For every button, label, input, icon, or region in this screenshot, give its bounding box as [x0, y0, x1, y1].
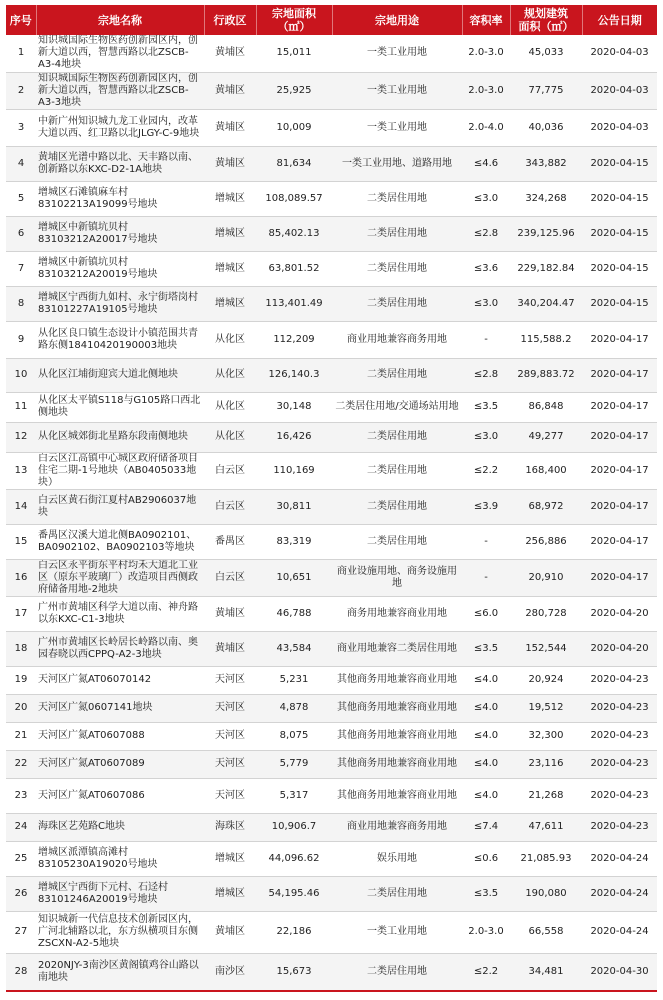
cell-build-area: 152,544	[510, 631, 582, 666]
cell-no: 11	[6, 392, 36, 422]
table-row	[6, 216, 657, 251]
cell-far: ≤2.2	[462, 452, 510, 489]
cell-name: 增城区中新镇坑贝村83103212A20017号地块	[36, 216, 204, 251]
cell-area: 5,231	[256, 666, 332, 694]
header-area-line1: 宗地面积	[272, 7, 316, 20]
cell-name: 黄埔区光谱中路以北、天丰路以南、创新路以东KXC-D2-1A地块	[36, 146, 204, 181]
cell-name: 从化区城郊街北星路东段南侧地块	[36, 422, 204, 452]
cell-far: ≤3.5	[462, 631, 510, 666]
cell-area: 113,401.49	[256, 286, 332, 321]
cell-area: 15,673	[256, 953, 332, 991]
cell-no: 15	[6, 524, 36, 559]
cell-district: 从化区	[204, 321, 256, 358]
cell-no: 4	[6, 146, 36, 181]
cell-far: ≤3.0	[462, 286, 510, 321]
cell-build-area: 324,268	[510, 181, 582, 216]
cell-name: 2020NJY-3南沙区黄阁镇鸡谷山路以南地块	[36, 953, 204, 991]
cell-no: 3	[6, 109, 36, 146]
header-area	[256, 5, 332, 35]
cell-far: ≤2.2	[462, 953, 510, 991]
cell-name: 知识城国际生物医药创新园区内，创新大道以西，智慧西路以北ZSCB-A3-3地块	[36, 72, 204, 109]
cell-date: 2020-04-20	[582, 596, 657, 631]
cell-date: 2020-04-23	[582, 778, 657, 813]
cell-build-area: 20,910	[510, 559, 582, 596]
cell-district: 天河区	[204, 778, 256, 813]
cell-build-area: 340,204.47	[510, 286, 582, 321]
cell-use: 商业设施用地、商务设施用地	[332, 559, 462, 596]
cell-name: 天河区广氮AT0607088	[36, 722, 204, 750]
cell-date: 2020-04-17	[582, 392, 657, 422]
cell-area: 15,011	[256, 35, 332, 72]
cell-build-area: 45,033	[510, 35, 582, 72]
table-row	[6, 694, 657, 722]
cell-use: 其他商务用地兼容商业用地	[332, 750, 462, 778]
cell-far: -	[462, 559, 510, 596]
cell-no: 6	[6, 216, 36, 251]
table-row	[6, 596, 657, 631]
cell-build-area: 21,268	[510, 778, 582, 813]
cell-no: 25	[6, 841, 36, 876]
cell-far: ≤7.4	[462, 813, 510, 841]
table-row	[6, 631, 657, 666]
cell-build-area: 34,481	[510, 953, 582, 991]
cell-build-area: 66,558	[510, 911, 582, 953]
header-build	[510, 5, 582, 35]
cell-area: 110,169	[256, 452, 332, 489]
cell-use: 娱乐用地	[332, 841, 462, 876]
table-row	[6, 489, 657, 524]
cell-far: ≤4.6	[462, 146, 510, 181]
table-row	[6, 750, 657, 778]
cell-name: 增城区中新镇坑贝村83103212A20019号地块	[36, 251, 204, 286]
cell-area: 63,801.52	[256, 251, 332, 286]
cell-use: 商务用地兼容商业用地	[332, 596, 462, 631]
table-row	[6, 813, 657, 841]
cell-date: 2020-04-30	[582, 953, 657, 991]
header-name: 宗地名称	[36, 5, 204, 35]
cell-name: 广州市黄埔区科学大道以南、神舟路以东KXC-C1-3地块	[36, 596, 204, 631]
cell-no: 19	[6, 666, 36, 694]
cell-no: 7	[6, 251, 36, 286]
cell-far: ≤4.0	[462, 778, 510, 813]
cell-build-area: 115,588.2	[510, 321, 582, 358]
cell-district: 增城区	[204, 181, 256, 216]
cell-area: 126,140.3	[256, 358, 332, 392]
cell-area: 83,319	[256, 524, 332, 559]
cell-name: 从化区江埔街迎宾大道北侧地块	[36, 358, 204, 392]
cell-district: 黄埔区	[204, 146, 256, 181]
cell-district: 从化区	[204, 358, 256, 392]
cell-area: 25,925	[256, 72, 332, 109]
cell-use: 二类居住用地	[332, 422, 462, 452]
cell-area: 30,811	[256, 489, 332, 524]
cell-use: 商业用地兼容商务用地	[332, 321, 462, 358]
cell-district: 海珠区	[204, 813, 256, 841]
header-no: 序号	[6, 5, 36, 35]
cell-name: 从化区太平镇S118与G105路口西北侧地块	[36, 392, 204, 422]
cell-far: 2.0-3.0	[462, 35, 510, 72]
cell-district: 黄埔区	[204, 911, 256, 953]
header-build-line1: 规划建筑	[524, 7, 568, 20]
cell-name: 增城区派潭镇高滩村83105230A19020号地块	[36, 841, 204, 876]
cell-name: 广州市黄埔区长岭居长岭路以南、奥园春晓以西CPPQ-A2-3地块	[36, 631, 204, 666]
cell-name: 海珠区艺苑路C地块	[36, 813, 204, 841]
table-body	[6, 35, 657, 991]
cell-build-area: 77,775	[510, 72, 582, 109]
table-row	[6, 358, 657, 392]
cell-name: 番禺区汉溪大道北侧BA0902101、BA0902102、BA0902103等地块	[36, 524, 204, 559]
table-row	[6, 524, 657, 559]
cell-district: 天河区	[204, 722, 256, 750]
cell-use: 其他商务用地兼容商业用地	[332, 694, 462, 722]
cell-use: 二类居住用地/交通场站用地	[332, 392, 462, 422]
cell-build-area: 32,300	[510, 722, 582, 750]
cell-district: 天河区	[204, 666, 256, 694]
header-far: 容积率	[462, 5, 510, 35]
cell-no: 17	[6, 596, 36, 631]
table-row	[6, 666, 657, 694]
cell-use: 二类居住用地	[332, 489, 462, 524]
cell-district: 白云区	[204, 559, 256, 596]
cell-far: ≤4.0	[462, 694, 510, 722]
cell-use: 二类居住用地	[332, 181, 462, 216]
cell-district: 增城区	[204, 841, 256, 876]
header-row	[6, 5, 657, 35]
cell-use: 商业用地兼容商务用地	[332, 813, 462, 841]
cell-far: ≤4.0	[462, 750, 510, 778]
cell-date: 2020-04-03	[582, 72, 657, 109]
cell-area: 85,402.13	[256, 216, 332, 251]
cell-area: 5,779	[256, 750, 332, 778]
cell-date: 2020-04-15	[582, 181, 657, 216]
table-row	[6, 876, 657, 911]
cell-use: 一类工业用地	[332, 35, 462, 72]
cell-no: 20	[6, 694, 36, 722]
cell-far: 2.0-3.0	[462, 911, 510, 953]
cell-no: 10	[6, 358, 36, 392]
cell-use: 二类居住用地	[332, 216, 462, 251]
cell-date: 2020-04-03	[582, 109, 657, 146]
cell-far: ≤4.0	[462, 722, 510, 750]
table-row	[6, 286, 657, 321]
cell-district: 从化区	[204, 422, 256, 452]
cell-build-area: 289,883.72	[510, 358, 582, 392]
cell-no: 13	[6, 452, 36, 489]
cell-no: 18	[6, 631, 36, 666]
cell-district: 白云区	[204, 489, 256, 524]
cell-date: 2020-04-15	[582, 216, 657, 251]
cell-area: 30,148	[256, 392, 332, 422]
cell-date: 2020-04-23	[582, 694, 657, 722]
cell-area: 108,089.57	[256, 181, 332, 216]
cell-date: 2020-04-17	[582, 559, 657, 596]
table-row	[6, 559, 657, 596]
cell-district: 增城区	[204, 251, 256, 286]
cell-name: 白云区江高镇中心城区政府储备项目住宅二期-1号地块（AB0405033地块）	[36, 452, 204, 489]
cell-build-area: 256,886	[510, 524, 582, 559]
table-row	[6, 953, 657, 991]
cell-no: 1	[6, 35, 36, 72]
cell-area: 8,075	[256, 722, 332, 750]
header-build-line2: 面积（㎡）	[518, 20, 574, 33]
table-row	[6, 392, 657, 422]
table-row	[6, 181, 657, 216]
cell-name: 知识城国际生物医药创新园区内，创新大道以西，智慧西路以北ZSCB-A3-4地块	[36, 35, 204, 72]
table-row	[6, 778, 657, 813]
cell-no: 22	[6, 750, 36, 778]
cell-far: ≤4.0	[462, 666, 510, 694]
cell-build-area: 239,125.96	[510, 216, 582, 251]
cell-far: ≤3.9	[462, 489, 510, 524]
header-use: 宗地用途	[332, 5, 462, 35]
cell-no: 8	[6, 286, 36, 321]
cell-no: 28	[6, 953, 36, 991]
cell-far: ≤3.0	[462, 422, 510, 452]
cell-far: 2.0-3.0	[462, 72, 510, 109]
cell-date: 2020-04-17	[582, 358, 657, 392]
table-row	[6, 911, 657, 953]
cell-no: 2	[6, 72, 36, 109]
cell-area: 16,426	[256, 422, 332, 452]
cell-use: 其他商务用地兼容商业用地	[332, 722, 462, 750]
cell-area: 81,634	[256, 146, 332, 181]
cell-use: 一类工业用地	[332, 109, 462, 146]
table-row	[6, 35, 657, 72]
cell-use: 二类居住用地	[332, 251, 462, 286]
cell-date: 2020-04-23	[582, 813, 657, 841]
cell-date: 2020-04-23	[582, 722, 657, 750]
cell-far: ≤2.8	[462, 358, 510, 392]
land-parcel-table	[6, 5, 657, 992]
cell-date: 2020-04-24	[582, 911, 657, 953]
cell-date: 2020-04-15	[582, 286, 657, 321]
cell-name: 从化区良口镇生态设计小镇范围共青路东侧18410420190003地块	[36, 321, 204, 358]
cell-no: 27	[6, 911, 36, 953]
cell-area: 10,651	[256, 559, 332, 596]
cell-no: 14	[6, 489, 36, 524]
cell-district: 从化区	[204, 392, 256, 422]
cell-far: ≤0.6	[462, 841, 510, 876]
cell-far: ≤2.8	[462, 216, 510, 251]
table-row	[6, 72, 657, 109]
cell-area: 112,209	[256, 321, 332, 358]
cell-build-area: 343,882	[510, 146, 582, 181]
cell-build-area: 47,611	[510, 813, 582, 841]
cell-use: 二类居住用地	[332, 452, 462, 489]
cell-area: 5,317	[256, 778, 332, 813]
cell-name: 白云区黄石街江夏村AB2906037地块	[36, 489, 204, 524]
cell-district: 黄埔区	[204, 596, 256, 631]
cell-name: 天河区广氮AT0607086	[36, 778, 204, 813]
cell-build-area: 40,036	[510, 109, 582, 146]
cell-district: 增城区	[204, 876, 256, 911]
cell-area: 22,186	[256, 911, 332, 953]
table-row	[6, 722, 657, 750]
cell-date: 2020-04-17	[582, 422, 657, 452]
cell-district: 黄埔区	[204, 109, 256, 146]
cell-area: 4,878	[256, 694, 332, 722]
cell-date: 2020-04-03	[582, 35, 657, 72]
table-row	[6, 452, 657, 489]
table-row	[6, 422, 657, 452]
cell-district: 白云区	[204, 452, 256, 489]
cell-far: -	[462, 524, 510, 559]
cell-district: 黄埔区	[204, 35, 256, 72]
cell-name: 天河区广氮0607141地块	[36, 694, 204, 722]
cell-name: 中新广州知识城九龙工业园内，改革大道以西、红卫路以北JLGY-C-9地块	[36, 109, 204, 146]
table-row	[6, 251, 657, 286]
cell-area: 10,906.7	[256, 813, 332, 841]
table-row	[6, 146, 657, 181]
cell-no: 12	[6, 422, 36, 452]
cell-district: 南沙区	[204, 953, 256, 991]
cell-district: 天河区	[204, 750, 256, 778]
cell-district: 增城区	[204, 216, 256, 251]
header-district: 行政区	[204, 5, 256, 35]
cell-no: 16	[6, 559, 36, 596]
cell-area: 44,096.62	[256, 841, 332, 876]
cell-build-area: 68,972	[510, 489, 582, 524]
cell-build-area: 229,182.84	[510, 251, 582, 286]
cell-far: 2.0-4.0	[462, 109, 510, 146]
cell-far: ≤3.5	[462, 392, 510, 422]
cell-name: 白云区永平街东平村均禾大道北工业区（原东平玻璃厂）改造项目西侧政府储备用地-2地块	[36, 559, 204, 596]
cell-use: 二类居住用地	[332, 286, 462, 321]
cell-no: 26	[6, 876, 36, 911]
cell-date: 2020-04-20	[582, 631, 657, 666]
cell-build-area: 20,924	[510, 666, 582, 694]
cell-date: 2020-04-17	[582, 524, 657, 559]
cell-build-area: 280,728	[510, 596, 582, 631]
cell-use: 一类工业用地	[332, 72, 462, 109]
cell-date: 2020-04-17	[582, 321, 657, 358]
cell-build-area: 168,400	[510, 452, 582, 489]
cell-date: 2020-04-23	[582, 750, 657, 778]
cell-build-area: 190,080	[510, 876, 582, 911]
cell-use: 二类居住用地	[332, 524, 462, 559]
cell-district: 番禺区	[204, 524, 256, 559]
cell-date: 2020-04-17	[582, 452, 657, 489]
cell-date: 2020-04-24	[582, 876, 657, 911]
cell-name: 增城区石滩镇麻车村83102213A19099号地块	[36, 181, 204, 216]
cell-date: 2020-04-17	[582, 489, 657, 524]
cell-district: 天河区	[204, 694, 256, 722]
header-area-line2: （㎡）	[277, 20, 311, 33]
table-row	[6, 841, 657, 876]
cell-name: 知识城新一代信息技术创新园区内，广河北辅路以北，东方纵横项目东侧ZSCXN-A2-5地块	[36, 911, 204, 953]
cell-far: ≤3.5	[462, 876, 510, 911]
cell-date: 2020-04-23	[582, 666, 657, 694]
table-row	[6, 321, 657, 358]
cell-use: 二类居住用地	[332, 358, 462, 392]
header-date: 公告日期	[582, 5, 657, 35]
cell-name: 天河区广氮AT06070142	[36, 666, 204, 694]
cell-build-area: 49,277	[510, 422, 582, 452]
cell-build-area: 21,085.93	[510, 841, 582, 876]
cell-district: 增城区	[204, 286, 256, 321]
cell-far: ≤3.6	[462, 251, 510, 286]
cell-far: -	[462, 321, 510, 358]
cell-use: 二类居住用地	[332, 876, 462, 911]
cell-area: 46,788	[256, 596, 332, 631]
cell-date: 2020-04-15	[582, 251, 657, 286]
cell-no: 5	[6, 181, 36, 216]
cell-use: 一类工业用地	[332, 911, 462, 953]
cell-district: 黄埔区	[204, 631, 256, 666]
cell-build-area: 86,848	[510, 392, 582, 422]
cell-build-area: 19,512	[510, 694, 582, 722]
cell-use: 其他商务用地兼容商业用地	[332, 666, 462, 694]
table-row	[6, 109, 657, 146]
cell-area: 10,009	[256, 109, 332, 146]
cell-far: ≤3.0	[462, 181, 510, 216]
cell-use: 二类居住用地	[332, 953, 462, 991]
table-header	[6, 5, 657, 35]
cell-name: 增城区宁西街九如村、永宁街塔岗村83101227A19105号地块	[36, 286, 204, 321]
cell-no: 24	[6, 813, 36, 841]
cell-use: 商业用地兼容二类居住用地	[332, 631, 462, 666]
cell-build-area: 23,116	[510, 750, 582, 778]
cell-name: 天河区广氮AT0607089	[36, 750, 204, 778]
cell-use: 一类工业用地、道路用地	[332, 146, 462, 181]
cell-area: 43,584	[256, 631, 332, 666]
cell-use: 其他商务用地兼容商业用地	[332, 778, 462, 813]
cell-date: 2020-04-24	[582, 841, 657, 876]
cell-name: 增城区宁西街下元村、石迳村83101246A20019号地块	[36, 876, 204, 911]
cell-far: ≤6.0	[462, 596, 510, 631]
cell-date: 2020-04-15	[582, 146, 657, 181]
cell-no: 23	[6, 778, 36, 813]
cell-district: 黄埔区	[204, 72, 256, 109]
cell-no: 9	[6, 321, 36, 358]
cell-no: 21	[6, 722, 36, 750]
cell-area: 54,195.46	[256, 876, 332, 911]
